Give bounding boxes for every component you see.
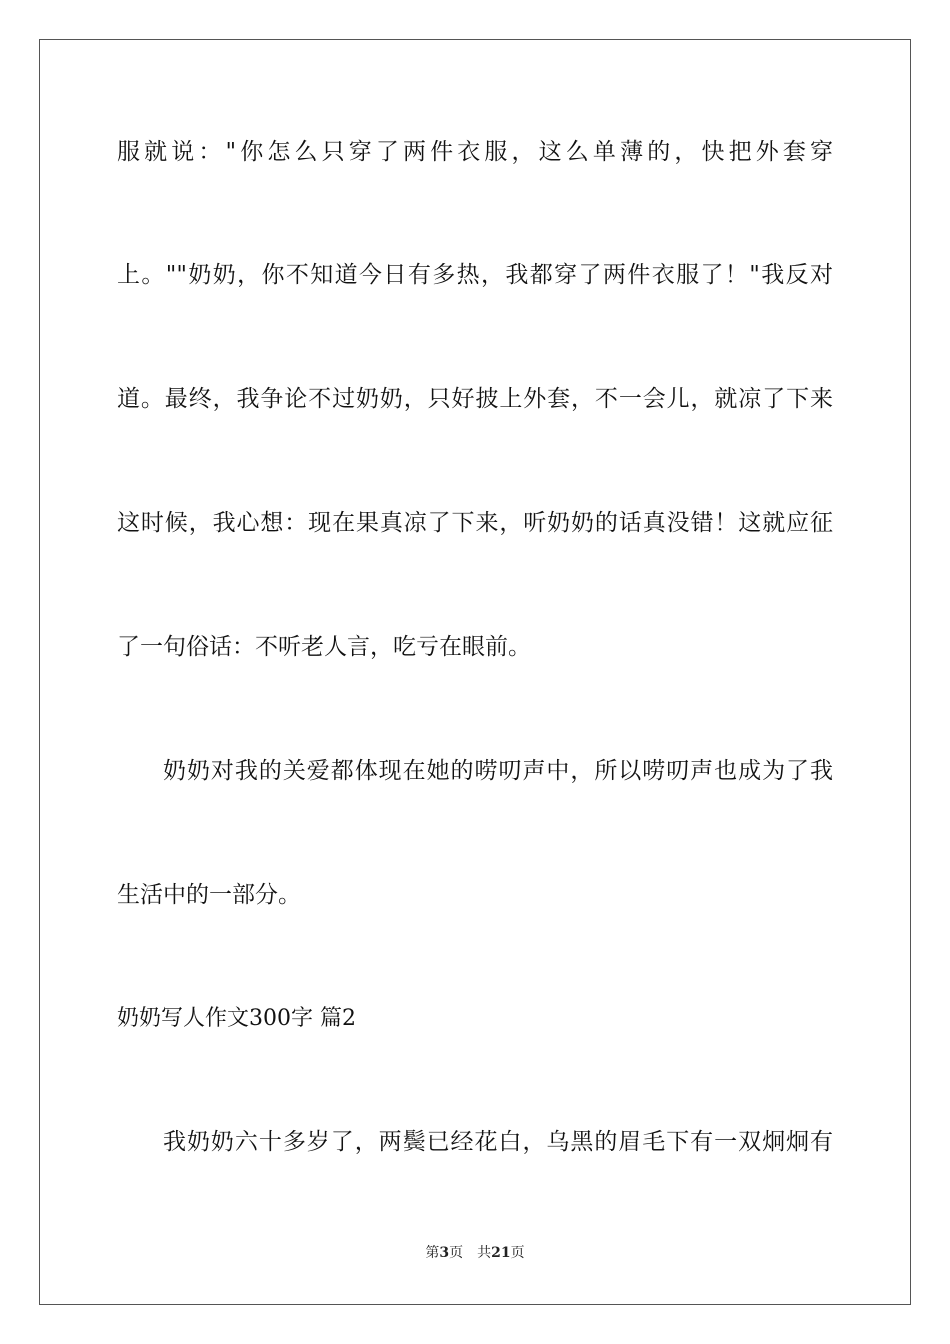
section-heading: 奶奶写人作文300字 篇2 [117,1006,356,1031]
footer-suffix: 页 [510,1245,525,1261]
footer-prefix: 第 [425,1245,440,1261]
footer-total-prefix: 共 [477,1245,492,1261]
page-frame [39,39,911,1305]
footer-total-pages: 21 [491,1245,511,1261]
body-text-line-3: 道。最终，我争论不过奶奶，只好披上外套，不一会儿，就凉了下来 [117,386,833,412]
body-text-line-6: 奶奶对我的关爱都体现在她的唠叨声中，所以唠叨声也成为了我 [163,758,833,784]
body-text-line-9: 我奶奶六十多岁了，两鬓已经花白，乌黑的眉毛下有一双炯炯有 [163,1129,833,1155]
body-text-line-5: 了一句俗话：不听老人言，吃亏在眼前。 [117,634,531,660]
body-text-line-7: 生活中的一部分。 [117,882,301,908]
footer-current-page: 3 [439,1245,450,1261]
body-text-line-1: 服就说："你怎么只穿了两件衣服，这么单薄的，快把外套穿 [117,139,833,165]
footer-page-label: 页 [449,1245,464,1261]
body-text-line-4: 这时候，我心想：现在果真凉了下来，听奶奶的话真没错！这就应征 [117,510,833,536]
page-footer [0,1243,950,1263]
body-text-line-2: 上。""奶奶，你不知道今日有多热，我都穿了两件衣服了！"我反对 [117,262,833,288]
